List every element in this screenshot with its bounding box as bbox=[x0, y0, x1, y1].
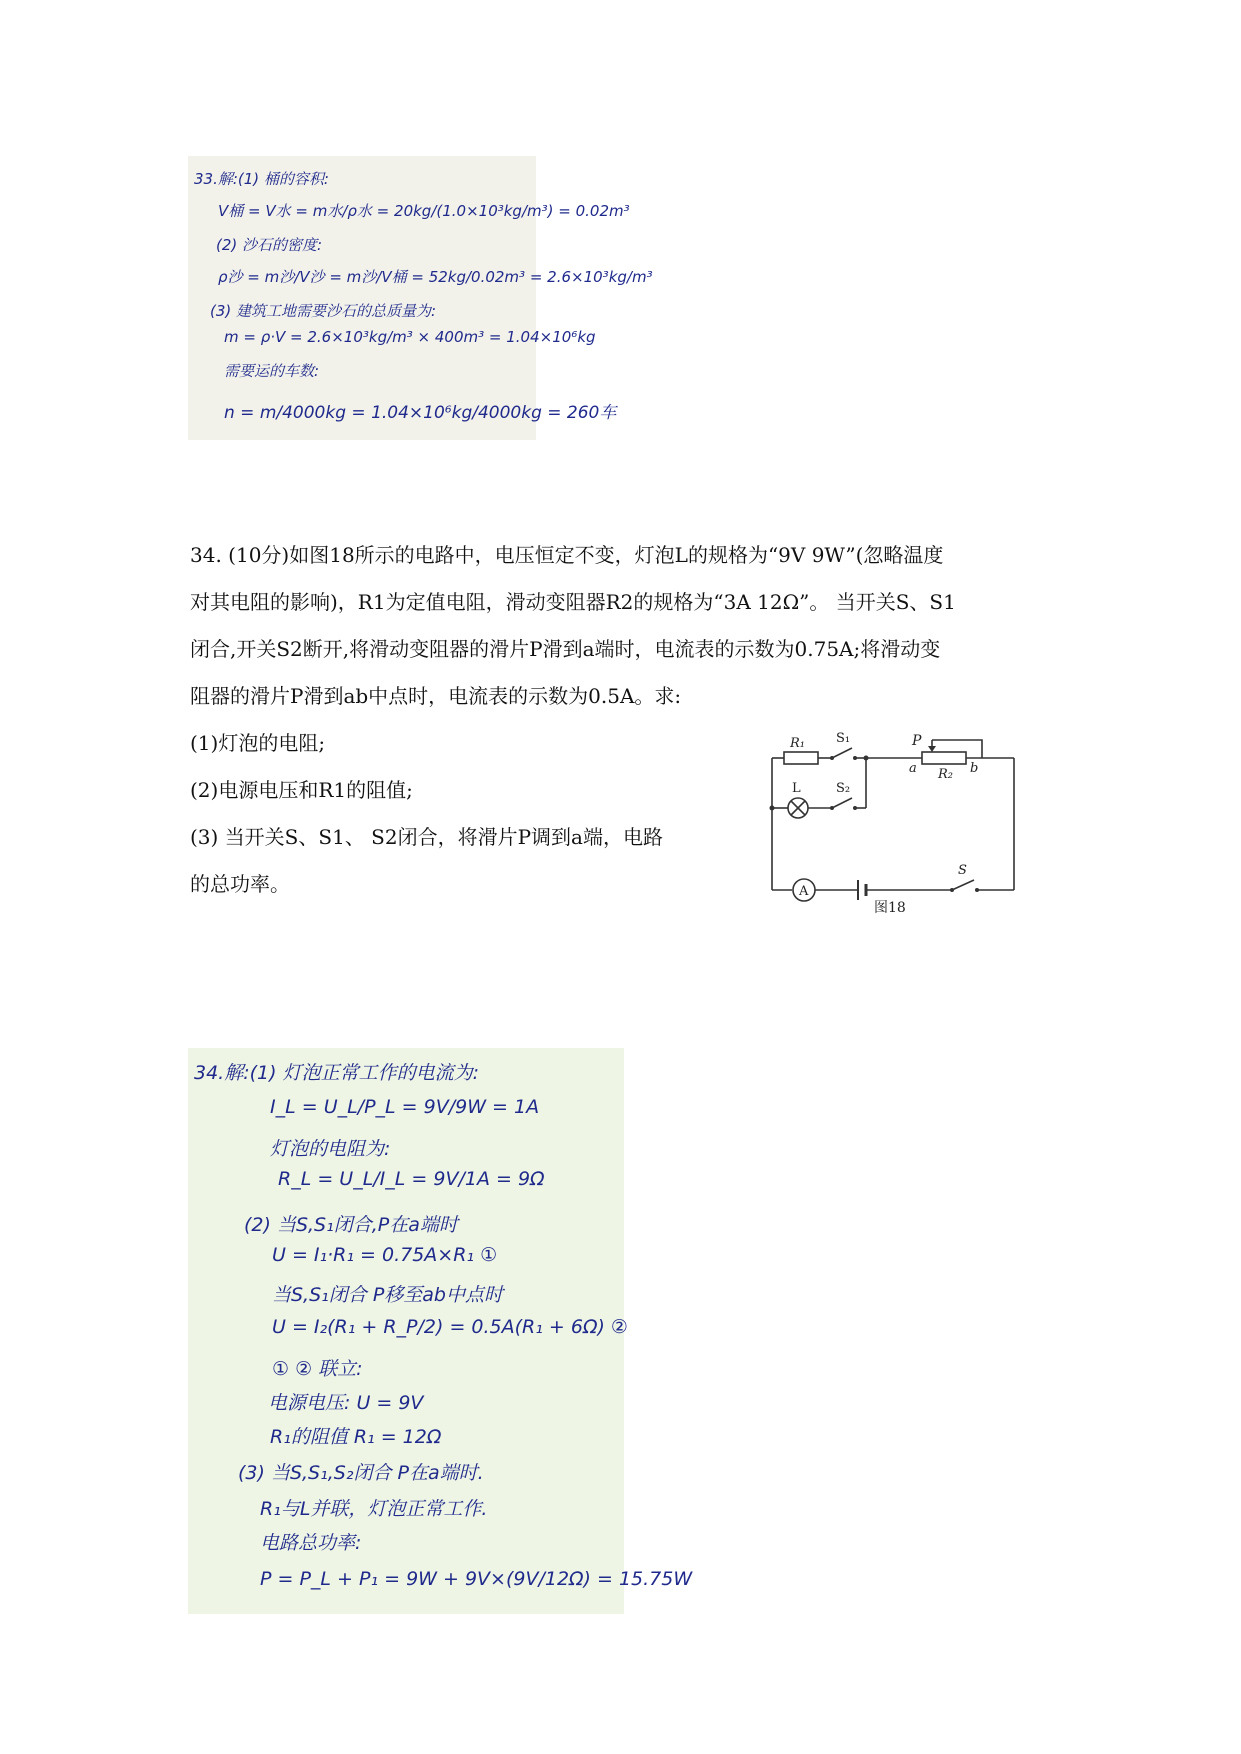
answer-33-line: n = m/4000kg = 1.04×10⁶kg/4000kg = 260车 bbox=[224, 403, 617, 423]
problem-34-question-3: (3) 当开关S、S1、 S2闭合，将滑片P调到a端，电路 bbox=[190, 825, 663, 849]
answer-34-line: U = I₂(R₁ + R_P/2) = 0.5A(R₁ + 6Ω) ② bbox=[272, 1316, 628, 1338]
answer-34-line: I_L = U_L/P_L = 9V/9W = 1A bbox=[270, 1096, 540, 1118]
answer-33-line: (2) 沙石的密度: bbox=[216, 236, 323, 254]
answer-33-line: 33.解:(1) 桶的容积: bbox=[194, 170, 329, 188]
switch-s2 bbox=[832, 798, 852, 808]
answer-34-line: U = I₁·R₁ = 0.75A×R₁ ① bbox=[272, 1244, 498, 1266]
answer-34-line: (3) 当S,S₁,S₂闭合 P在a端时. bbox=[238, 1462, 484, 1484]
answer-34-line: 34.解:(1) 灯泡正常工作的电流为: bbox=[194, 1062, 479, 1084]
problem-34-line: 阻器的滑片P滑到ab中点时，电流表的示数为0.5A。求: bbox=[190, 684, 682, 708]
answer-34-line: 电源电压: U = 9V bbox=[268, 1392, 424, 1414]
answer-33-line: 需要运的车数: bbox=[224, 362, 320, 380]
problem-34-line: 闭合,开关S2断开,将滑动变阻器的滑片P滑到a端时，电流表的示数为0.75A;将滑动变 bbox=[190, 637, 941, 661]
answer-34-line: R₁与L并联，灯泡正常工作. bbox=[260, 1498, 488, 1520]
answer-34-scan bbox=[188, 1048, 693, 1614]
label-r2: R₂ bbox=[938, 767, 953, 782]
figure-caption: 图18 bbox=[874, 900, 906, 916]
answer-34-line: (2) 当S,S₁闭合,P在a端时 bbox=[244, 1214, 458, 1236]
answer-33-line: (3) 建筑工地需要沙石的总质量为: bbox=[210, 302, 437, 320]
problem-34-line: 34. (10分)如图18所示的电路中，电压恒定不变，灯泡L的规格为“9V 9W”(忽略温度 bbox=[190, 543, 944, 567]
circuit-diagram bbox=[762, 728, 1022, 916]
label-a: a bbox=[909, 761, 917, 776]
label-s1: S₁ bbox=[836, 731, 851, 746]
answer-34-line: 灯泡的电阻为: bbox=[270, 1138, 391, 1160]
answer-33-line: m = ρ·V = 2.6×10³kg/m³ × 400m³ = 1.04×10⁶kg bbox=[224, 328, 596, 346]
label-ammeter: A bbox=[799, 884, 809, 899]
label-r1: R₁ bbox=[790, 736, 805, 751]
label-p: P bbox=[912, 733, 922, 749]
label-s2: S₂ bbox=[836, 781, 851, 796]
answer-33-line: ρ沙 = m沙/V沙 = m沙/V桶 = 52kg/0.02m³ = 2.6×10³kg/m³ bbox=[218, 268, 653, 286]
switch-s bbox=[952, 880, 974, 890]
problem-34-question-3-cont: 的总功率。 bbox=[190, 872, 290, 896]
label-b: b bbox=[970, 761, 979, 776]
problem-34-question-2: (2)电源电压和R1的阻值; bbox=[190, 778, 413, 802]
problem-34-line: 对其电阻的影响)，R1为定值电阻，滑动变阻器R2的规格为“3A 12Ω”。 当开关S、S1 bbox=[190, 590, 956, 614]
circuit-figure-18 bbox=[762, 728, 1022, 916]
answer-34-line: P = P_L + P₁ = 9W + 9V×(9V/12Ω) = 15.75W bbox=[260, 1568, 693, 1590]
answer-33-line: V桶 = V水 = m水/ρ水 = 20kg/(1.0×10³kg/m³) = 0.02m³ bbox=[218, 202, 630, 220]
problem-34-question-1: (1)灯泡的电阻; bbox=[190, 731, 326, 755]
resistor-r1 bbox=[784, 752, 818, 764]
answer-34-line: 当S,S₁闭合 P移至ab中点时 bbox=[272, 1284, 503, 1306]
label-l: L bbox=[792, 781, 801, 796]
answer-34-line: ① ② 联立: bbox=[272, 1358, 363, 1380]
answer-34-line: R₁的阻值 R₁ = 12Ω bbox=[270, 1426, 442, 1448]
label-s: S bbox=[958, 863, 967, 878]
answer-33-scan bbox=[188, 156, 653, 440]
switch-s1 bbox=[832, 748, 852, 758]
answer-34-line: 电路总功率: bbox=[260, 1532, 362, 1554]
rheostat-r2 bbox=[922, 752, 966, 764]
answer-34-line: R_L = U_L/I_L = 9V/1A = 9Ω bbox=[278, 1168, 545, 1190]
